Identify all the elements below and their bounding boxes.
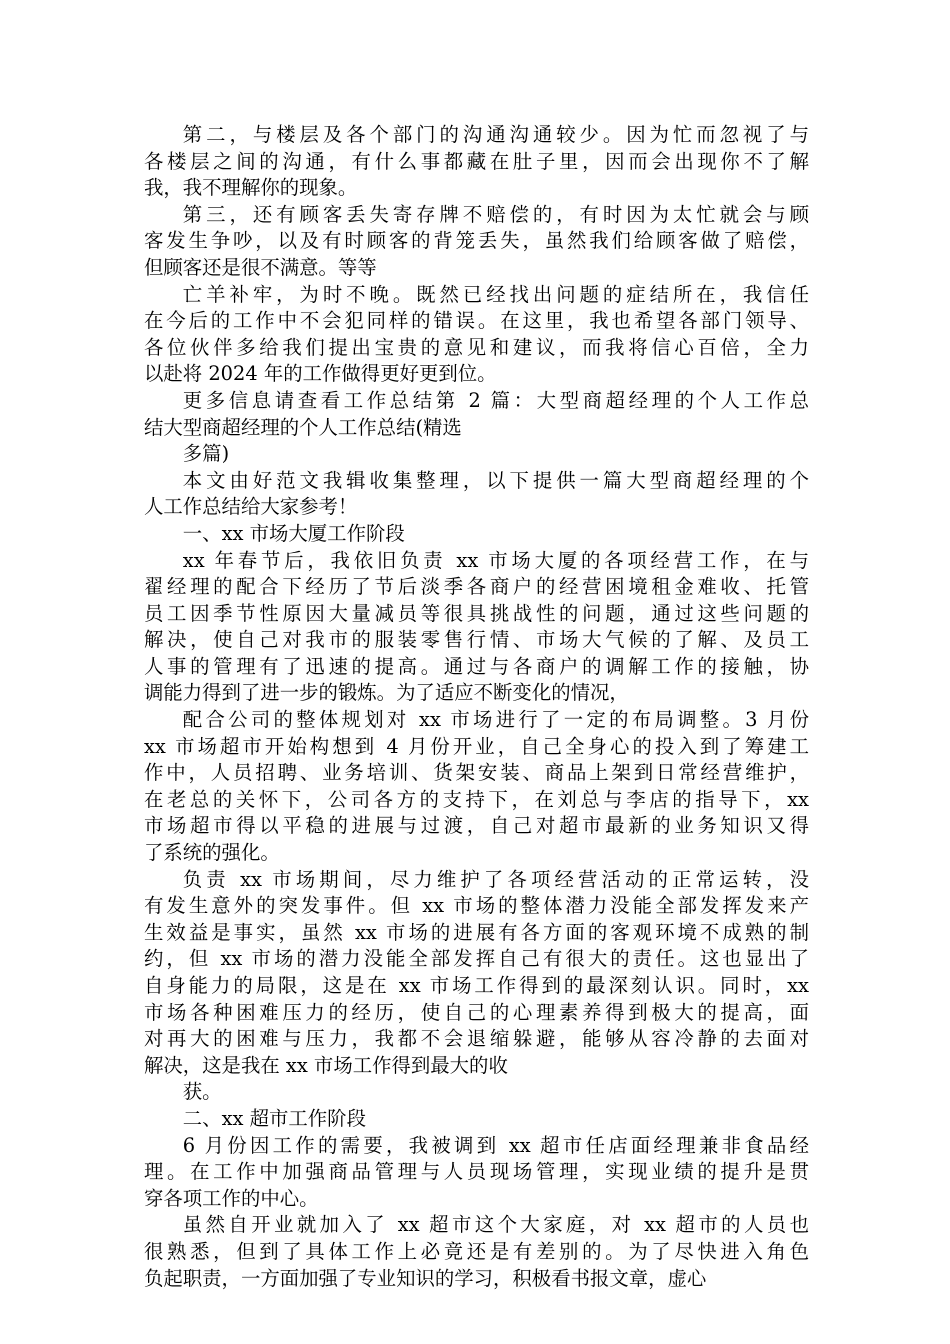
text-line: 结大型商超经理的个人工作总结(精选 xyxy=(144,415,462,439)
paragraph xyxy=(144,521,809,548)
text-line: 负起职责，一方面加强了专业知识的学习，积极看书报文章，虚心 xyxy=(144,1266,707,1290)
paragraph xyxy=(144,548,809,708)
text-line: 有发生意外的突发事件。但 xx 市场的整体潜力没能全部发挥发来产 xyxy=(144,894,809,918)
text-line: 解决，使自己对我市的服装零售行情、市场大气候的了解、及员工 xyxy=(144,628,809,652)
text-line: 人工作总结给大家参考！ xyxy=(144,495,358,519)
text-line: 负责 xx 市场期间，尽力维护了各项经营活动的正常运转，没 xyxy=(182,867,809,891)
text-line: 员工因季节性原因大量减员等很具挑战性的问题，通过这些问题的 xyxy=(144,601,809,625)
text-line: 翟经理的配合下经历了节后淡季各商户的经营困境租金难收、托管 xyxy=(144,575,809,599)
text-line: 约，但 xx 市场的潜力没能全部发挥自己有很大的责任。这也显出了 xyxy=(144,947,809,971)
text-line: 我，我不理解你的现象。 xyxy=(144,176,358,200)
text-line: 但顾客还是很不满意。等等 xyxy=(144,255,377,279)
text-line: 6 月份因工作的需要，我被调到 xx 超市任店面经理兼非食品经 xyxy=(182,1133,809,1157)
text-line: 作中，人员招聘、业务培训、货架安装、商品上架到日常经营维护， xyxy=(144,761,809,785)
text-line: 二、xx 超市工作阶段 xyxy=(182,1106,366,1130)
text-line: 很熟悉，但到了具体工作上必竟还是有差别的。为了尽快进入角色 xyxy=(144,1239,809,1263)
text-line: 了系统的强化。 xyxy=(144,841,280,865)
text-line: 人事的管理有了迅速的提高。通过与各商户的调解工作的接触，协 xyxy=(144,654,809,678)
text-line: 自身能力的局限，这是在 xx 市场工作得到的最深刻认识。同时，xx xyxy=(144,974,809,997)
text-line: 市场超市得以平稳的进展与过渡，自己对超市最新的业务知识又得 xyxy=(144,814,809,838)
text-line: 本文由好范文我辑收集整理，以下提供一篇大型商超经理的个 xyxy=(182,468,809,492)
text-line: 调能力得到了进一步的锻炼。为了适应不断变化的情况， xyxy=(144,681,629,705)
text-line: xx 市场超市开始构想到 4 月份开业，自己全身心的投入到了筹建工 xyxy=(144,734,809,758)
text-line: 亡羊补牢，为时不晚。既然已经找出问题的症结所在，我信任 xyxy=(182,282,809,306)
text-line: 穿各项工作的中心。 xyxy=(144,1186,319,1210)
text-line: 多篇) xyxy=(182,442,230,466)
paragraph xyxy=(144,122,809,202)
paragraph xyxy=(144,1133,809,1213)
document-body xyxy=(144,122,809,1292)
text-line: xx 年春节后，我依旧负责 xx 市场大厦的各项经营工作，在与 xyxy=(182,548,809,572)
text-line: 第三，还有顾客丢失寄存牌不赔偿的，有时因为太忙就会与顾 xyxy=(182,202,809,226)
paragraph xyxy=(144,707,809,867)
paragraph xyxy=(144,282,809,388)
text-line: 在今后的工作中不会犯同样的错误。在这里，我也希望各部门领导、 xyxy=(144,309,809,333)
paragraph xyxy=(144,441,809,468)
text-line: 市场各种困难压力的经历，使自己的心理素养得到极大的提高，面 xyxy=(144,1000,809,1024)
paragraph xyxy=(144,388,809,441)
text-line: 配合公司的整体规划对 xx 市场进行了一定的布局调整。3 月份 xyxy=(182,708,809,732)
paragraph xyxy=(144,1212,809,1292)
paragraph xyxy=(144,867,809,1080)
text-line: 对再大的困难与压力，我都不会退缩躲避，能够从容冷静的去面对 xyxy=(144,1027,809,1051)
paragraph xyxy=(144,1079,809,1106)
paragraph xyxy=(144,1106,809,1133)
text-line: 在老总的关怀下，公司各方的支持下，在刘总与李店的指导下，xx xyxy=(144,787,809,811)
text-line: 获。 xyxy=(182,1080,222,1104)
text-line: 以赴将 2024 年的工作做得更好更到位。 xyxy=(144,362,497,386)
text-line: 解决，这是我在 xx 市场工作得到最大的收 xyxy=(144,1053,508,1077)
text-line: 各位伙伴多给我们提出宝贵的意见和建议，而我将信心百倍，全力 xyxy=(144,335,809,359)
text-line: 理。在工作中加强商品管理与人员现场管理，实现业绩的提升是贯 xyxy=(144,1160,809,1184)
paragraph xyxy=(144,202,809,282)
text-line: 客发生争吵，以及有时顾客的背笼丢失，虽然我们给顾客做了赔偿， xyxy=(144,229,809,253)
text-line: 各楼层之间的沟通，有什么事都藏在肚子里，因而会出现你不了解 xyxy=(144,149,809,173)
text-line: 虽然自开业就加入了 xx 超市这个大家庭，对 xx 超市的人员也 xyxy=(182,1213,809,1237)
text-line: 生效益是事实，虽然 xx 市场的进展有各方面的客观环境不成熟的制 xyxy=(144,920,809,944)
text-line: 第二，与楼层及各个部门的沟通沟通较少。因为忙而忽视了与 xyxy=(182,123,809,146)
text-line: 更多信息请查看工作总结第 2 篇：大型商超经理的个人工作总 xyxy=(182,388,809,412)
paragraph xyxy=(144,468,809,521)
text-line: 一、xx 市场大厦工作阶段 xyxy=(182,521,405,545)
